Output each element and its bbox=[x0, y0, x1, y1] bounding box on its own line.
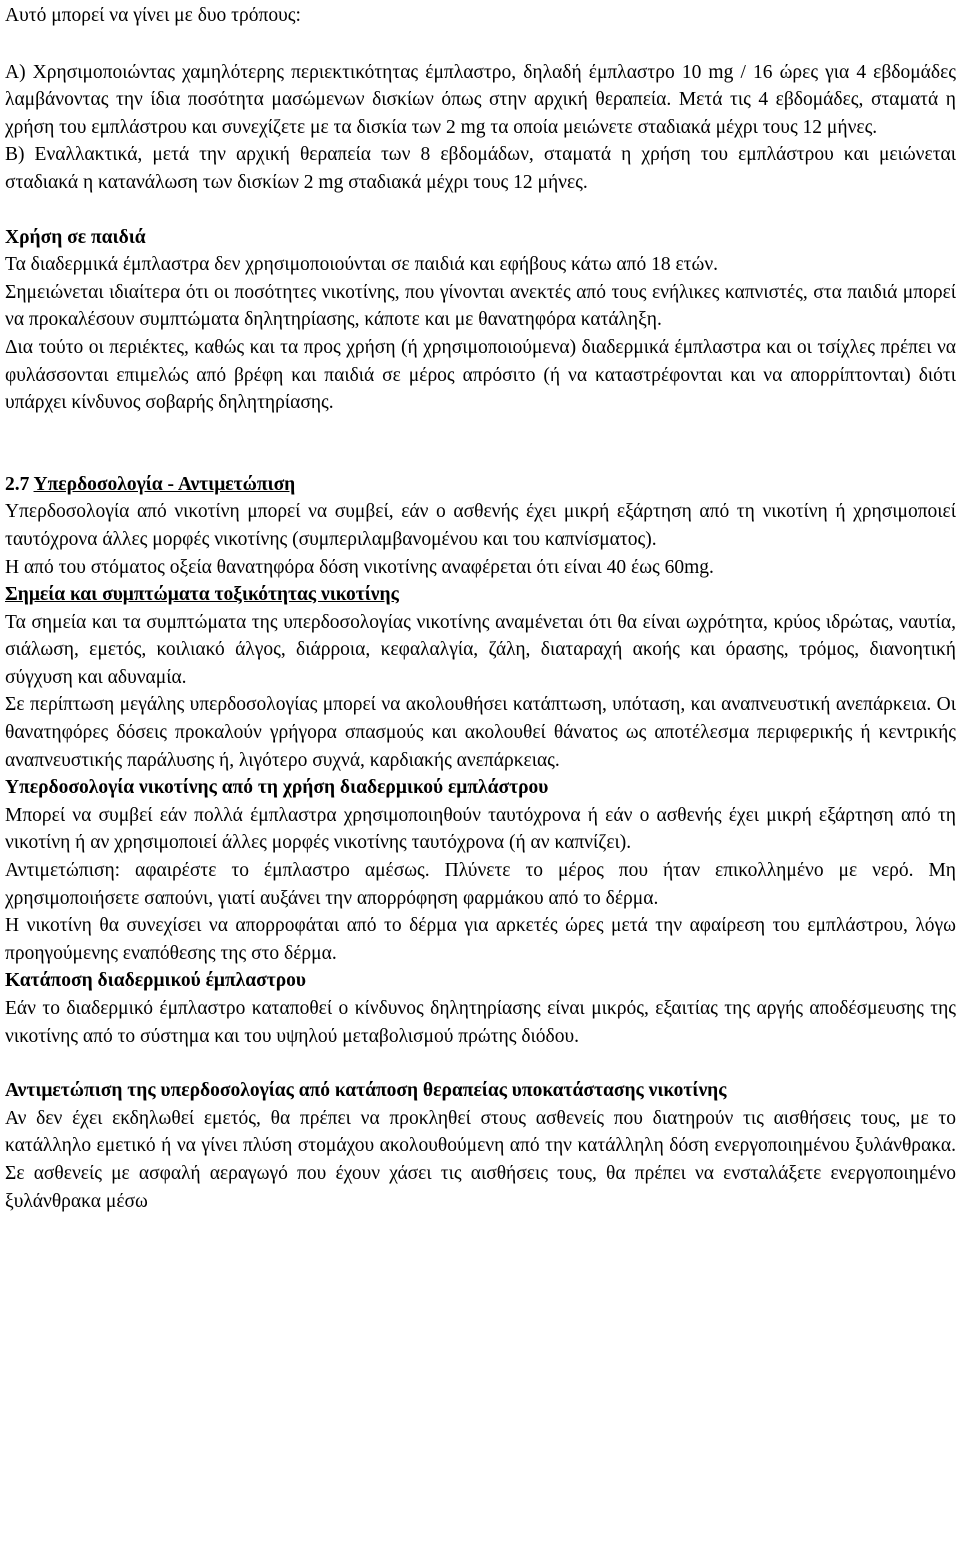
symptoms-heading: Σημεία και συμπτώματα τοξικότητας νικοτίνης bbox=[5, 584, 399, 606]
patch-overdose-paragraph-3: Η νικοτίνη θα συνεχίσει να απορροφάται από το δέρμα για αρκετές ώρες μετά την αφαίρεση του εμπλάστρου, λόγω προηγούμενης εναπόθεσης της στο δέρμα. bbox=[5, 915, 956, 964]
section-title: Υπερδοσολογία - Αντιμετώπιση bbox=[33, 473, 296, 495]
patch-overdose-heading: Υπερδοσολογία νικοτίνης από τη χρήση διαδερμικού εμπλάστρου bbox=[5, 777, 549, 799]
spacer bbox=[5, 30, 956, 59]
ingestion-heading: Κατάποση διαδερμικού έμπλαστρου bbox=[5, 970, 307, 992]
intro-paragraph: Αυτό μπορεί να γίνει με δυο τρόπους: bbox=[5, 5, 301, 26]
symptoms-paragraph-1: Τα σημεία και τα συμπτώματα της υπερδοσολογίας νικοτίνης αναμένεται ότι θα είναι ωχρότητα, κρύος ιδρώτας, ναυτία, σιάλωση, εμετός, κοιλιακό άλγος, διάρροια, κεφαλαλγία, ζάλη, διαταραχή ακοής και όρασης, τρόμος, διανοητική σύγχυση και αδυναμία. bbox=[5, 611, 956, 688]
option-a-paragraph: A) Χρησιμοποιώντας χαμηλότερης περιεκτικότητας έμπλαστρο, δηλαδή έμπλαστρο 10 mg / 16 ώρες για 4 εβδομάδες λαμβάνοντας την ίδια ποσότητα μασώμενων δισκίων όπως στην αρχική θεραπεία. Μετά τις 4 εβδομάδες, σταματά η χρήση του εμπλάστρου και συνεχίζετε με τα δισκία των 2 mg τα οποία μειώνετε σταδιακά μέχρι τους 12 μήνες. bbox=[5, 61, 956, 138]
nrt-overdose-heading: Αντιμετώπιση της υπερδοσολογίας από κατάποση θεραπείας υποκατάστασης νικοτίνης bbox=[5, 1080, 727, 1102]
overdose-paragraph-1: Υπερδοσολογία από νικοτίνη μπορεί να συμβεί, εάν ο ασθενής έχει μικρή εξάρτηση από τη νικοτίνη ή χρησιμοποιεί ταυτόχρονα άλλες μορφές νικοτίνης (συμπεριλαμβανομένου και του καπνίσματος). bbox=[5, 501, 956, 550]
spacer bbox=[5, 444, 956, 471]
children-paragraph-2: Σημειώνεται ιδιαίτερα ότι οι ποσότητες νικοτίνης, που γίνονται ανεκτές από τους ενήλικες καπνιστές, στα παιδιά μπορεί να προκαλέσουν συμπτώματα δηλητηρίασης, κάποτε και με θανατηφόρα κατάληξη. bbox=[5, 281, 956, 331]
children-paragraph-3: Δια τούτο οι περιέκτες, καθώς και τα προς χρήση (ή χρησιμοποιούμενα) διαδερμικά έμπλαστρα και οι τσίχλες πρέπει να φυλάσσονται επιμελώς από βρέφη και παιδιά σε μέρος απρόσιτο (ή να καταστρέφονται και να απορρίπτονται) διότι υπάρχει κίνδυνος σοβαρής δηλητηρίασης. bbox=[5, 336, 956, 414]
patch-overdose-paragraph-2: Αντιμετώπιση: αφαιρέστε το έμπλαστρο αμέσως. Πλύνετε το μέρος που ήταν επικολλημένο με νερό. Μη χρησιμοποιήσετε σαπούνι, γιατί αυξάνει την απορρόφηση φαρμάκου από το δέρμα. bbox=[5, 860, 956, 909]
patch-overdose-paragraph-1: Μπορεί να συμβεί εάν πολλά έμπλαστρα χρησιμοποιηθούν ταυτόχρονα ή εάν ο ασθενής έχει μικρή εξάρτηση από τη νικοτίνη ή αν χρησιμοποιεί άλλες μορφές νικοτίνης ταυτόχρονα (ή αν καπνίζει). bbox=[5, 804, 956, 854]
spacer bbox=[5, 417, 956, 444]
ingestion-paragraph-1: Εάν το διαδερμικό έμπλαστρο καταποθεί ο κίνδυνος δηλητηρίασης είναι μικρός, εξαιτίας της αργής αποδέσμευσης της νικοτίνης από το σύστημα και του υψηλού μεταβολισμού πρώτης διόδου. bbox=[5, 998, 956, 1047]
children-paragraph-1: Τα διαδερμικά έμπλαστρα δεν χρησιμοποιούνται σε παιδιά και εφήβους κάτω από 18 ετών. bbox=[5, 254, 719, 276]
children-heading: Χρήση σε παιδιά bbox=[5, 226, 146, 248]
spacer bbox=[5, 1050, 956, 1077]
nrt-overdose-paragraph-1: Αν δεν έχει εκδηλωθεί εμετός, θα πρέπει να προκληθεί στους ασθενείς που διατηρούν τις αισθήσεις τους, με το κατάλληλο εμετικό ή να γίνει πλύση στομάχου ακολουθούμενη από την κατάλληλη δόση ενεργοποιημένου ξυλάνθρακα. Σε ασθενείς με ασφαλή αεραγωγό που έχουν χάσει τις αισθήσεις τους, θα πρέπει να ενσταλάξετε ενεργοποιημένο ξυλάνθρακα μέσω bbox=[5, 1107, 956, 1212]
overdose-paragraph-2: Η από του στόματος οξεία θανατηφόρα δόση νικοτίνης αναφέρεται ότι είναι 40 έως 60mg. bbox=[5, 556, 714, 578]
symptoms-paragraph-2: Σε περίπτωση μεγάλης υπερδοσολογίας μπορεί να ακολουθήσει κατάπτωση, υπόταση, και αναπνευστική ανεπάρκεια. Οι θανατηφόρες δόσεις προκαλούν γρήγορα σπασμούς και ακολουθεί θάνατος ως αποτέλεσμα περιφερικής ή κεντρικής αναπνευστικής παράλυσης ή, λιγότερο συχνά, καρδιακής ανεπάρκειας. bbox=[5, 694, 956, 771]
overdose-section-heading bbox=[5, 471, 956, 499]
spacer bbox=[5, 197, 956, 224]
option-b-paragraph: B) Εναλλακτικά, μετά την αρχική θεραπεία των 8 εβδομάδων, σταματά η χρήση του εμπλάστρου και μειώνεται σταδιακά η κατανάλωση των δισκίων 2 mg σταδιακά μέχρι τους 12 μήνες. bbox=[5, 144, 956, 193]
document-page bbox=[5, 0, 956, 1215]
section-number: 2.7 bbox=[5, 473, 30, 495]
